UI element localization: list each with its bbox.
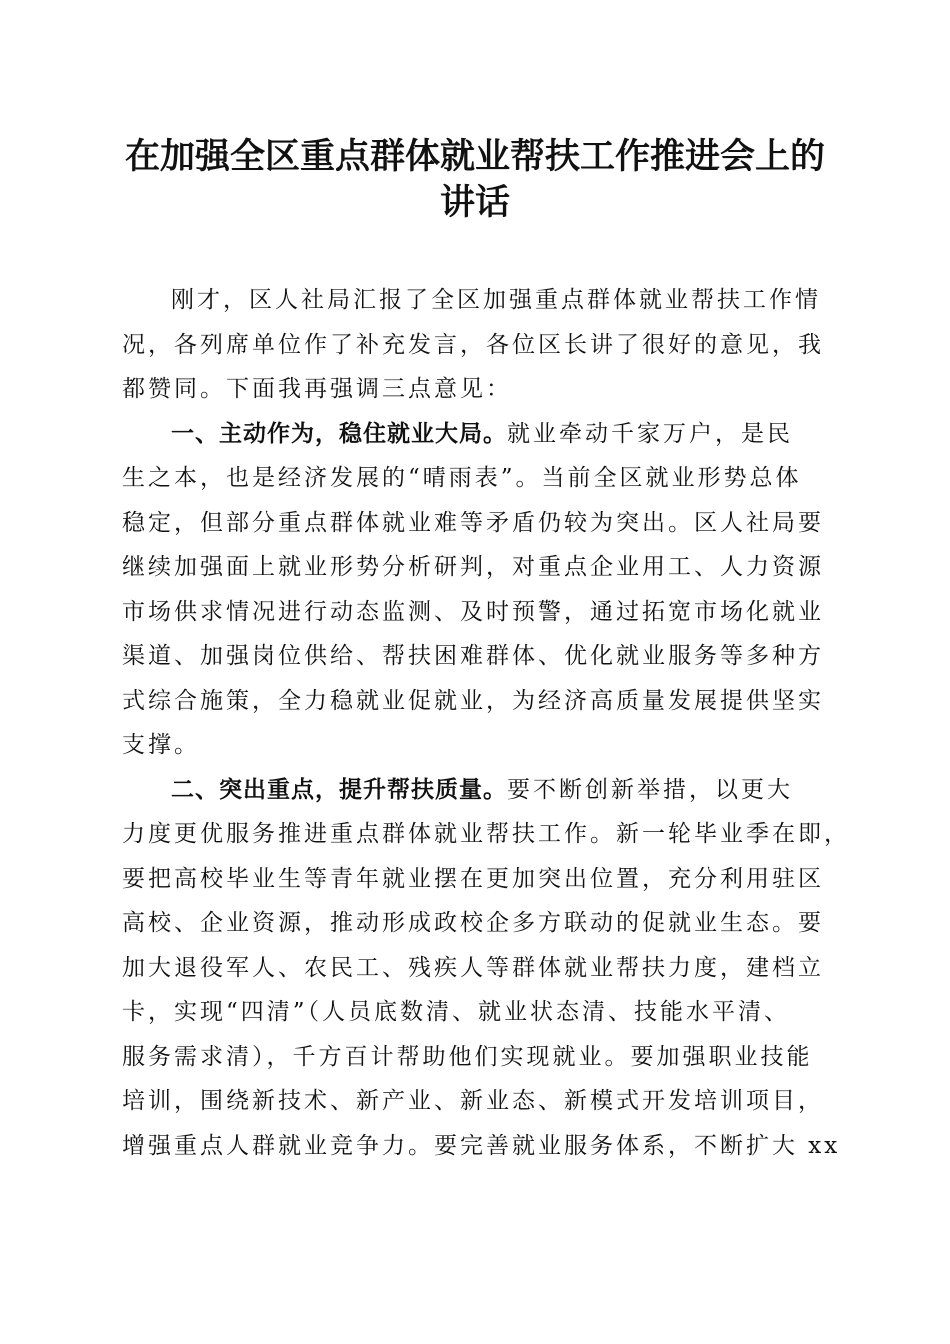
section-2-heading: 二、突出重点，提升帮扶质量。 bbox=[171, 775, 507, 803]
section-1-first-line bbox=[122, 412, 828, 457]
text-line: 服务需求清），千方百计帮助他们实现就业。要加强职业技能 bbox=[122, 1043, 813, 1070]
document-body bbox=[122, 278, 850, 1168]
text-line: 高校、企业资源，推动形成政校企多方联动的促就业生态。要 bbox=[122, 910, 824, 936]
text-line: 况，各列席单位作了补充发言，各位区长讲了很好的意见，我 bbox=[122, 331, 824, 358]
section-2-first-line bbox=[122, 768, 828, 813]
paragraph-intro bbox=[122, 278, 828, 412]
text-line: 增强重点人群就业竞争力。要完善就业服务体系，不断扩大 xx bbox=[122, 1132, 841, 1159]
section-2 bbox=[122, 768, 850, 1169]
text-line: 刚才，区人社局汇报了全区加强重点群体就业帮扶工作情 bbox=[171, 287, 821, 313]
section-1-heading: 一、主动作为，稳住就业大局。 bbox=[171, 419, 507, 447]
section-1-first-line-text: 就业牵动千家万户，是民 bbox=[507, 420, 793, 447]
text-line: 渠道、加强岗位供给、帮扶困难群体、优化就业服务等多种方 bbox=[122, 643, 824, 669]
text-line: 支撑。 bbox=[122, 732, 200, 758]
text-line: 要把高校毕业生等青年就业摆在更加突出位置，充分利用驻区 bbox=[122, 865, 824, 892]
title-line-1: 在加强全区重点群体就业帮扶工作推进会上的 bbox=[124, 136, 825, 177]
text-line: 稳定，但部分重点群体就业难等矛盾仍较为突出。区人社局要 bbox=[122, 509, 824, 536]
text-line: 市场供求情况进行动态监测、及时预警，通过拓宽市场化就业 bbox=[122, 598, 824, 625]
text-line: 生之本，也是经济发展的“晴雨表”。当前全区就业形势总体 bbox=[122, 465, 802, 491]
text-line: 都赞同。下面我再强调三点意见： bbox=[122, 376, 512, 402]
text-line: 力度更优服务推进重点群体就业帮扶工作。新一轮毕业季在即， bbox=[122, 821, 850, 847]
text-line: 继续加强面上就业形势分析研判，对重点企业用工、人力资源 bbox=[122, 554, 824, 580]
text-line: 培训，围绕新技术、新产业、新业态、新模式开发培训项目， bbox=[122, 1088, 824, 1114]
text-line: 加大退役军人、农民工、残疾人等群体就业帮扶力度，建档立 bbox=[122, 954, 824, 981]
text-line: 卡，实现“四清”（人员底数清、就业状态清、技能水平清、 bbox=[122, 999, 791, 1025]
text-line: 式综合施策，全力稳就业促就业，为经济高质量发展提供坚实 bbox=[122, 687, 824, 714]
title-line-2: 讲话 bbox=[439, 182, 510, 223]
section-1 bbox=[122, 412, 828, 768]
document-title bbox=[110, 134, 840, 226]
section-2-first-line-text: 要不断创新举措，以更大 bbox=[507, 776, 793, 803]
